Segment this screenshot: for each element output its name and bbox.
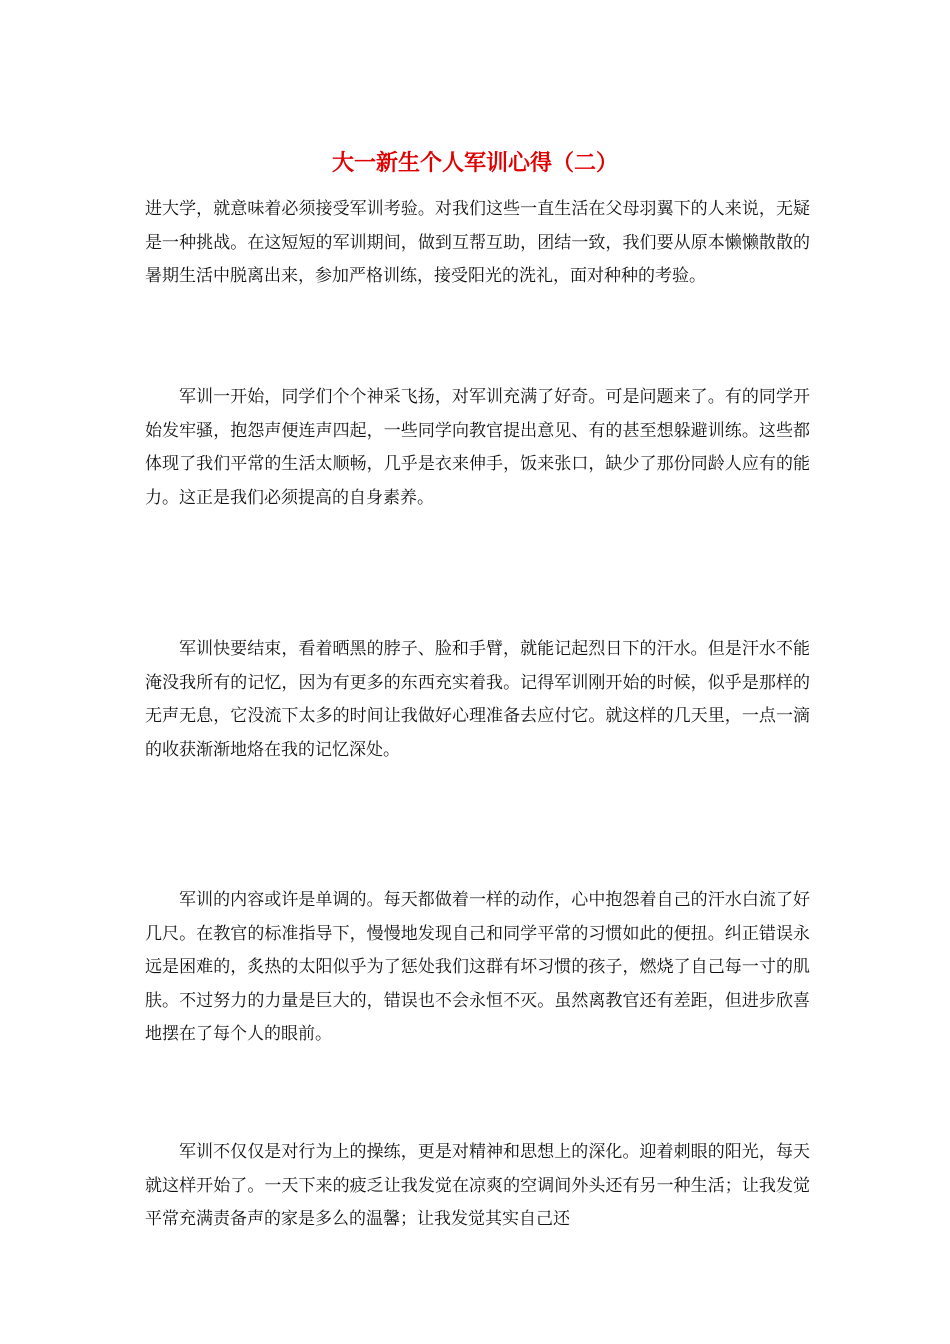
paragraph-2: 军训一开始，同学们个个神采飞扬，对军训充满了好奇。可是问题来了。有的同学开始发牢骚，抱怨声便连声四起，一些同学向教官提出意见、有的甚至想躲避训练。这些都体现了我们平常的生活太顺畅，几乎是衣来伸手，饭来张口，缺少了那份同龄人应有的能力。这正是我们必须提高的自身素养。 xyxy=(145,387,810,508)
paragraph-1: 进大学，就意味着必须接受军训考验。对我们这些一直生活在父母羽翼下的人来说，无疑是一种挑战。在这短短的军训期间，做到互帮互助，团结一致，我们要从原本懒懒散散的暑期生活中脱离出来，参加严格训练，接受阳光的洗礼，面对种种的考验。 xyxy=(145,199,810,286)
paragraph-3: 军训快要结束，看着晒黑的脖子、脸和手臂，就能记起烈日下的汗水。但是汗水不能淹没我所有的记忆，因为有更多的东西充实着我。记得军训刚开始的时候，似乎是那样的无声无息，它没流下太多的时间让我做好心理准备去应付它。就这样的几天里，一点一滴的收获渐渐地烙在我的记忆深处。 xyxy=(145,639,810,760)
document-title: 大一新生个人军训心得（二） xyxy=(331,150,618,176)
paragraph-5: 军训不仅仅是对行为上的操练，更是对精神和思想上的深化。迎着刺眼的阳光，每天就这样开始了。一天下来的疲乏让我发觉在凉爽的空调间外头还有另一种生活；让我发觉平常充满责备声的家是多么的温馨；让我发觉其实自己还 xyxy=(145,1142,810,1229)
paragraph-4: 军训的内容或许是单调的。每天都做着一样的动作，心中抱怨着自己的汗水白流了好几尺。在教官的标准指导下，慢慢地发现自己和同学平常的习惯如此的便扭。纠正错误永远是困难的，炙热的太阳似乎为了惩处我们这群有坏习惯的孩子，燃烧了自己每一寸的肌肤。不过努力的力量是巨大的，错误也不会永恒不灭。虽然离教官还有差距，但进步欣喜地摆在了每个人的眼前。 xyxy=(145,890,810,1044)
